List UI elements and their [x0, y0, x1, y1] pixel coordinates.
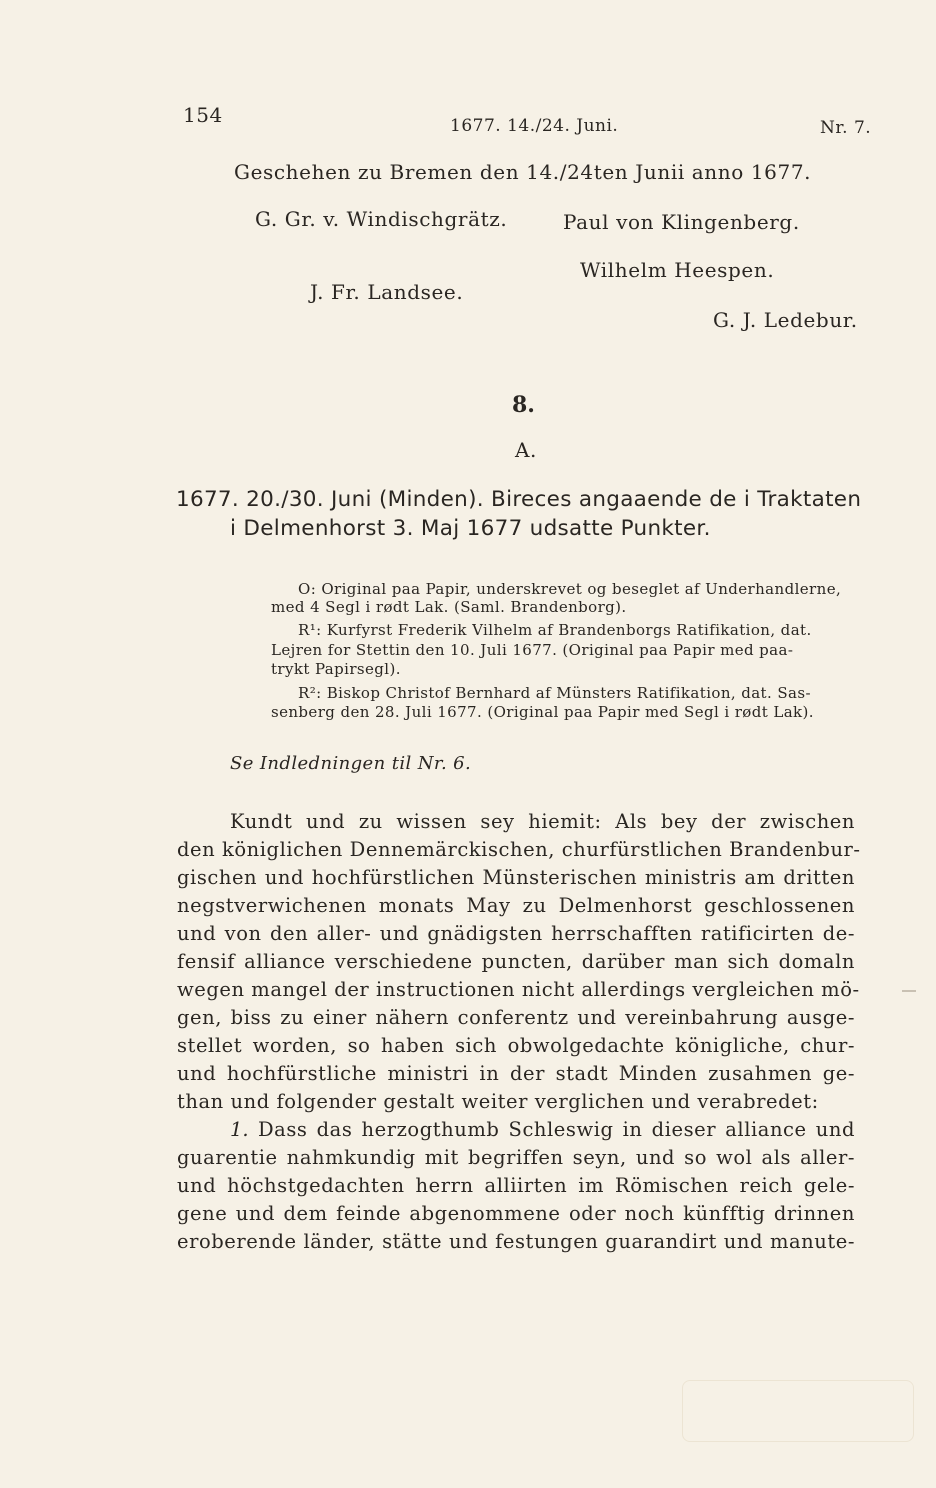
section-letter: A. [515, 438, 538, 462]
paper-stain [682, 1380, 914, 1442]
body-line: wegen mangel der instructionen nicht allerdings vergleichen mö- [177, 978, 860, 1001]
article-1-line: gene und dem feinde abgenommene oder noch künfftig drinnen [177, 1202, 855, 1225]
signature-windischgraetz: G. Gr. v. Windischgrätz. [255, 207, 508, 231]
source-r2: R²: Biskop Christof Bernhard af Münsters Ratifikation, dat. Sas- [298, 684, 811, 702]
signature-ledebur: G. J. Ledebur. [713, 308, 858, 332]
body-line: stellet worden, so haben sich obwolgedachte königliche, chur- [177, 1034, 855, 1057]
margin-mark [902, 990, 916, 992]
document-number: Nr. 7. [820, 118, 872, 138]
body-line: gischen und hochfürstlichen Münsterischen ministris am dritten [177, 866, 855, 889]
body-line: than und folgender gestalt weiter verglichen und verabredet: [177, 1090, 819, 1113]
article-1-line: guarentie nahmkundig mit begriffen seyn, und so wol als aller- [177, 1146, 855, 1169]
page-number: 154 [183, 103, 223, 127]
body-line: gen, biss zu einer nähern conferentz und vereinbahrung ausge- [177, 1006, 855, 1029]
source-original: O: Original paa Papir, underskrevet og beseglet af Underhandlerne, [298, 580, 842, 598]
article-1-line: und höchstgedachten herrn alliirten im Römischen reich gele- [177, 1174, 855, 1197]
document-title-line-2: i Delmenhorst 3. Maj 1677 udsatte Punkter. [230, 516, 711, 541]
source-r1: R¹: Kurfyrst Frederik Vilhelm af Brandenborgs Ratifikation, dat. [298, 621, 812, 639]
signature-heespen: Wilhelm Heespen. [580, 258, 775, 282]
document-heading-number: 8. [512, 392, 535, 418]
cross-reference: Se Indledningen til Nr. 6. [230, 753, 472, 774]
source-original-cont: med 4 Segl i rødt Lak. (Saml. Brandenborg). [271, 598, 627, 616]
body-line: und hochfürstliche ministri in der stadt Minden zusahmen ge- [177, 1062, 855, 1085]
source-r1-cont-1: Lejren for Stettin den 10. Juli 1677. (Original paa Papir med paa- [271, 641, 794, 659]
document-title-line-1: 1677. 20./30. Juni (Minden). Bireces angaaende de i Traktaten [176, 487, 862, 512]
article-1-line: eroberende länder, stätte und festungen guarandirt und manute- [177, 1230, 855, 1253]
running-title: 1677. 14./24. Juni. [450, 116, 619, 136]
body-line: den königlichen Dennemärckischen, churfürstlichen Brandenbur- [177, 838, 861, 861]
source-r1-cont-2: trykt Papirsegl). [271, 660, 401, 678]
body-line: und von den aller- und gnädigsten herrschafften ratificirten de- [177, 922, 855, 945]
body-line: fensif alliance verschiedene puncten, darüber man sich domaln [177, 950, 855, 973]
article-1-marker: 1. [230, 1118, 249, 1141]
signature-landsee: J. Fr. Landsee. [310, 280, 464, 304]
source-r2-cont: senberg den 28. Juli 1677. (Original paa Papir med Segl i rødt Lak). [271, 703, 814, 721]
body-line: negstverwichenen monats May zu Delmenhorst geschlossenen [177, 894, 855, 917]
article-1-first-line: Dass das herzogthumb Schleswig in dieser alliance und [258, 1118, 855, 1141]
body-line: Kundt und zu wissen sey hiemit: Als bey der zwischen [230, 810, 855, 833]
closing-line: Geschehen zu Bremen den 14./24ten Junii anno 1677. [234, 160, 812, 184]
signature-klingenberg: Paul von Klingenberg. [563, 210, 800, 234]
